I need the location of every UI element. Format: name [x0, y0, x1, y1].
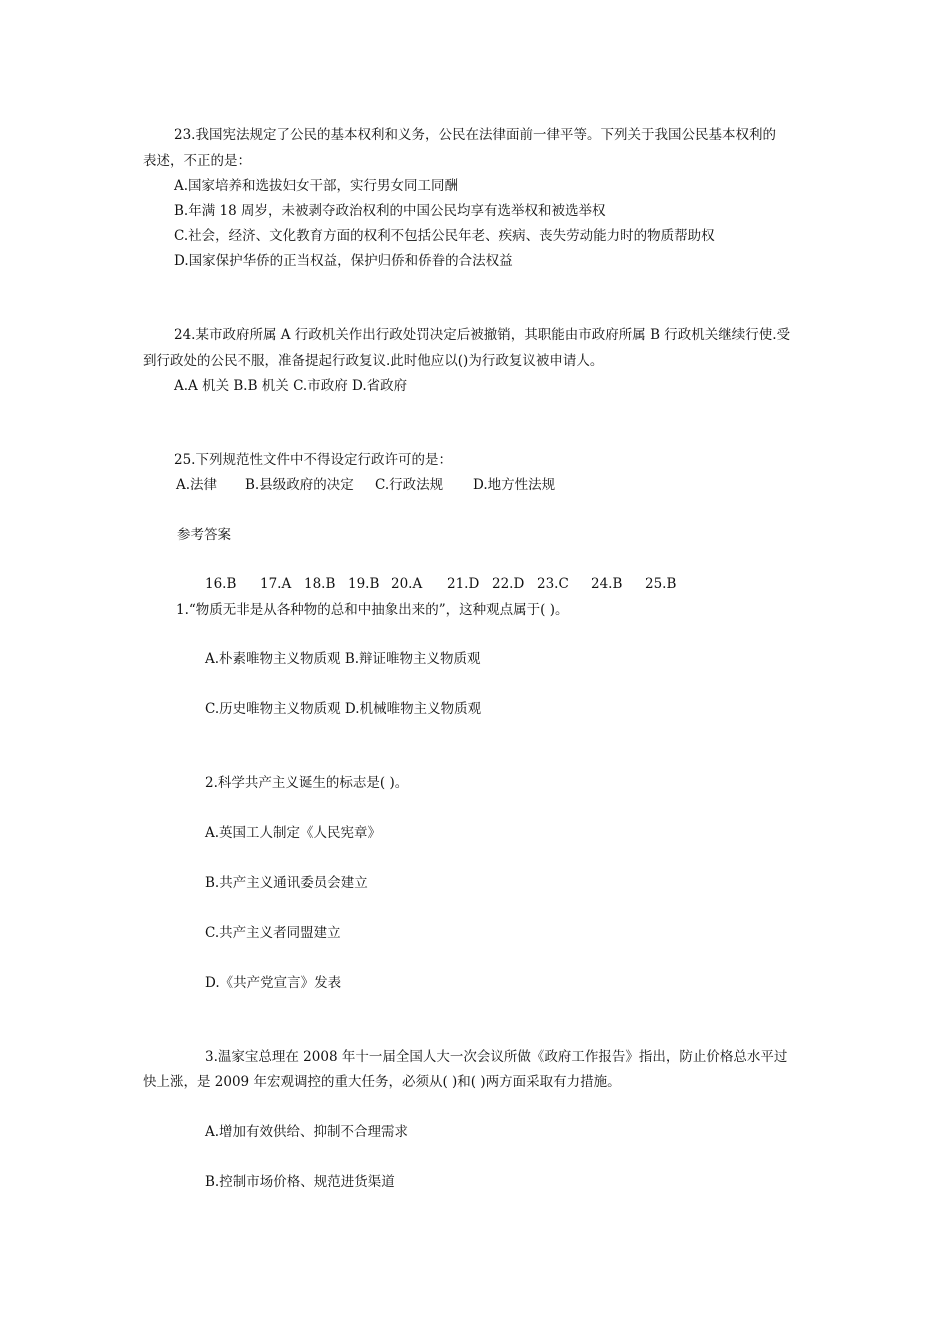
- answers-heading: 参考答案: [177, 527, 231, 543]
- q23-option-a: A.国家培养和选拔妇女干部，实行男女同工同酬: [174, 178, 459, 194]
- q23-stem-line2: 表述，不正的是：: [143, 153, 251, 169]
- answer-item: 19.B: [348, 576, 380, 592]
- q25-stem: 25.下列规范性文件中不得设定行政许可的是：: [174, 452, 452, 468]
- answer-item: 17.A: [260, 576, 292, 592]
- q24-stem-line2: 到行政处的公民不服，准备提起行政复议.此时他应以()为行政复议被申请人。: [143, 353, 604, 369]
- p3-stem-line2: 快上涨，是 2009 年宏观调控的重大任务，必须从( )和( )两方面采取有力措施。: [143, 1074, 621, 1090]
- p1-options-cd: C.历史唯物主义物质观 D.机械唯物主义物质观: [205, 701, 482, 717]
- q23-option-c: C.社会，经济、文化教育方面的权利不包括公民年老、疾病、丧失劳动能力时的物质帮助权: [174, 228, 715, 244]
- q25-option-b: B.县级政府的决定: [245, 477, 354, 493]
- q25-option-d: D.地方性法规: [473, 477, 556, 493]
- answer-item: 22.D: [492, 576, 525, 592]
- answer-item: 24.B: [591, 576, 623, 592]
- p2-stem: 2.科学共产主义诞生的标志是( )。: [205, 775, 409, 791]
- answer-item: 20.A: [391, 576, 423, 592]
- q23-option-b: B.年满 18 周岁，未被剥夺政治权利的中国公民均享有选举权和被选举权: [174, 203, 606, 219]
- answer-item: 23.C: [537, 576, 569, 592]
- p3-stem-line1: 3.温家宝总理在 2008 年十一届全国人大一次会议所做《政府工作报告》指出，防止价格总水平过: [205, 1049, 788, 1065]
- q25-option-c: C.行政法规: [375, 477, 444, 493]
- p3-option-a: A.增加有效供给、抑制不合理需求: [205, 1124, 409, 1140]
- answer-item: 21.D: [447, 576, 480, 592]
- q23-stem-line1: 23.我国宪法规定了公民的基本权利和义务，公民在法律面前一律平等。下列关于我国公民基本权利的: [174, 127, 776, 143]
- p2-option-d: D.《共产党宣言》发表: [205, 975, 342, 991]
- p1-stem: 1.“物质无非是从各种物的总和中抽象出来的”，这种观点属于( )。: [176, 602, 569, 618]
- answer-item: 18.B: [304, 576, 336, 592]
- p2-option-a: A.英国工人制定《人民宪章》: [205, 825, 382, 841]
- q25-option-a: A.法律: [176, 477, 218, 493]
- q23-option-d: D.国家保护华侨的正当权益，保护归侨和侨眷的合法权益: [174, 253, 513, 269]
- answers-row: [0, 575, 950, 593]
- p2-option-c: C.共产主义者同盟建立: [205, 925, 341, 941]
- p3-option-b: B.控制市场价格、规范进货渠道: [205, 1174, 395, 1190]
- answer-item: 25.B: [645, 576, 677, 592]
- q24-stem-line1: 24.某市政府所属 A 行政机关作出行政处罚决定后被撤销，其职能由市政府所属 B 行政机关继续行使.受: [174, 327, 791, 343]
- q24-options: A.A 机关 B.B 机关 C.市政府 D.省政府: [174, 378, 408, 394]
- p1-options-ab: A.朴素唯物主义物质观 B.辩证唯物主义物质观: [205, 651, 481, 667]
- p2-option-b: B.共产主义通讯委员会建立: [205, 875, 368, 891]
- answer-item: 16.B: [205, 576, 237, 592]
